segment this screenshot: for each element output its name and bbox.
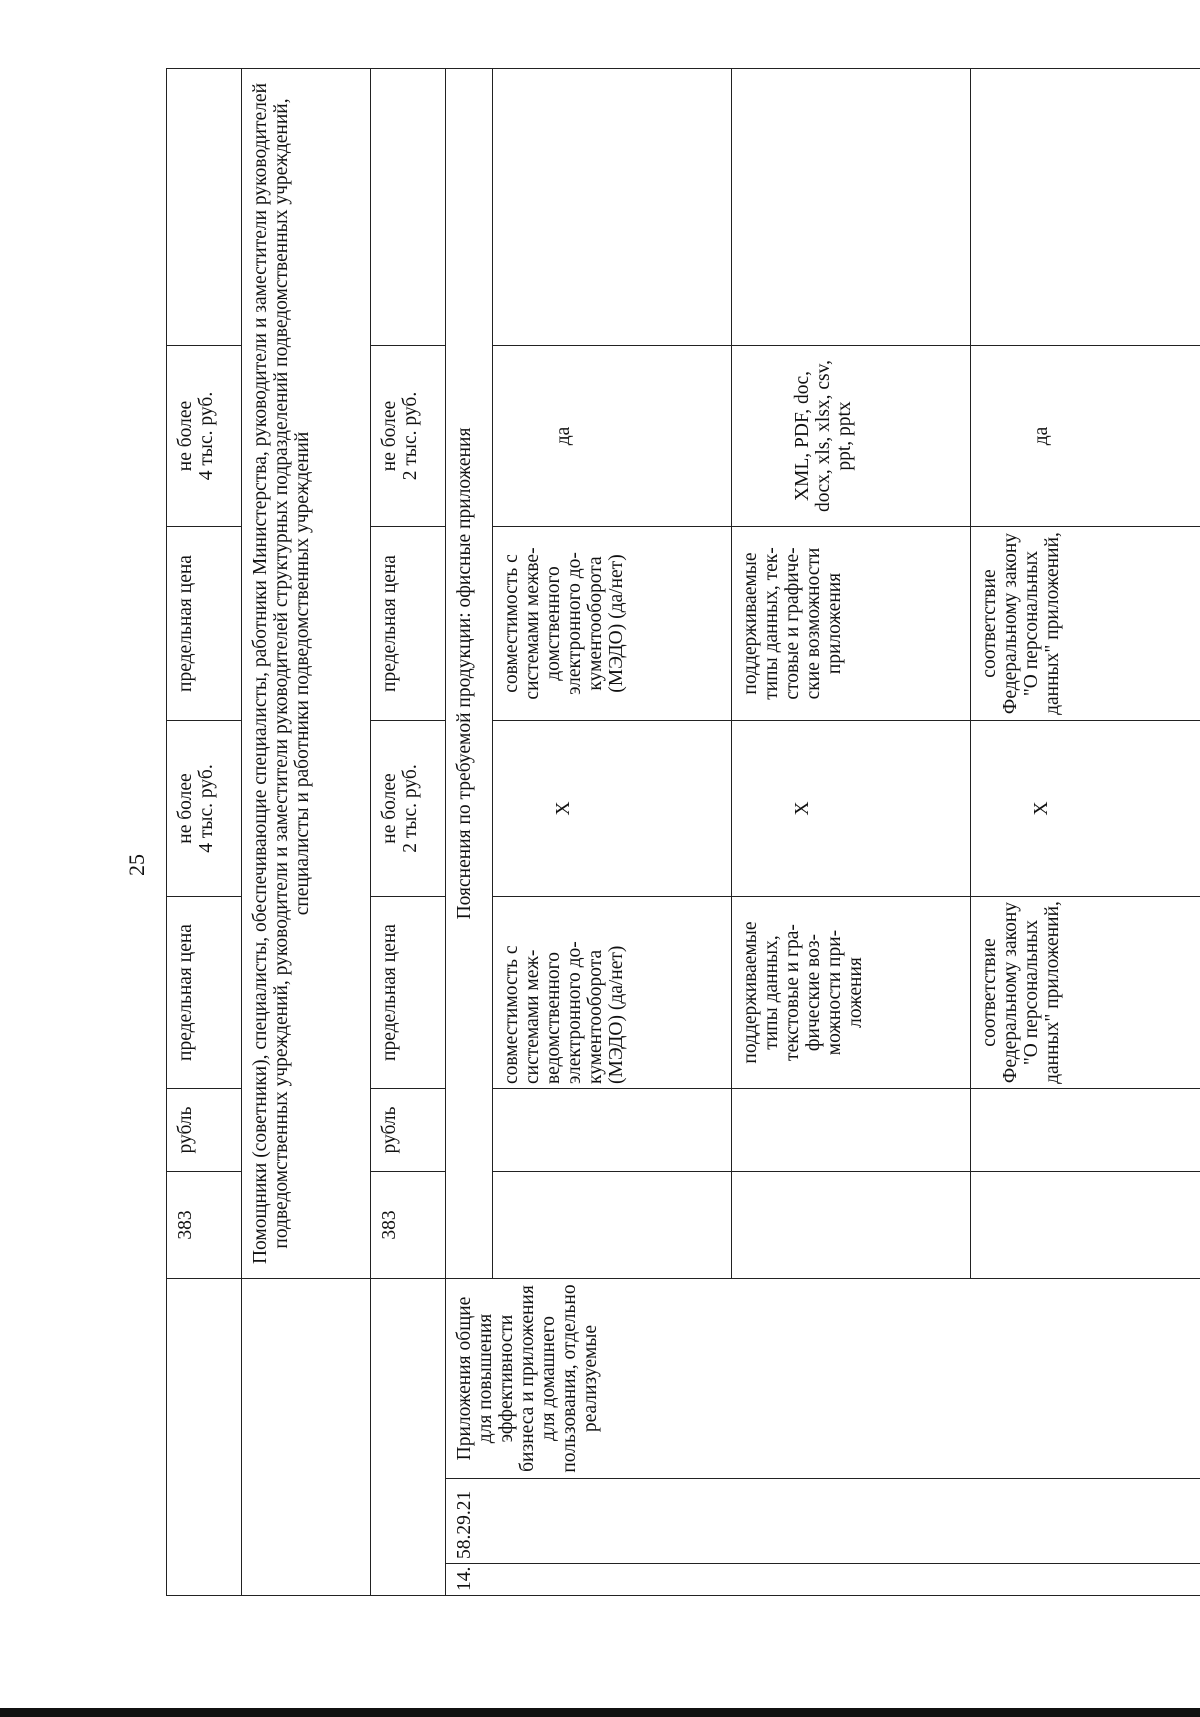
characteristic-name-cell: предельная цена xyxy=(167,897,242,1089)
subrow-value-cell: Х xyxy=(493,721,732,897)
rotated-table-container xyxy=(166,69,1089,1596)
subrow-name-cell: соответствие Федеральному закону "О персональных данных" приложений, xyxy=(971,897,1200,1089)
code-cell: 383 xyxy=(371,1172,446,1279)
okpd-code-cell: 58.29.21 xyxy=(446,1479,1200,1564)
empty-cell xyxy=(371,69,446,346)
characteristic-name-cell-2: предельная цена xyxy=(167,527,242,721)
empty-cell xyxy=(732,1089,971,1172)
empty-cell xyxy=(371,1279,446,1596)
subrow-name-cell: поддерживаемые типы данных, текстовые и гра-фические воз-можности при-ложения xyxy=(732,897,971,1089)
table-row-b xyxy=(371,69,446,1596)
category-text-cell: Помощники (советники), специалисты, обеспечивающие специалисты, работники Министерства, руководители и заместители руководителей подведомственных учреждений, руководители и заместители руководителей структурных подразделений подведомственных учреждений, специалисты и работники подведомственных учреждений xyxy=(242,69,371,1279)
unit-cell: рубль xyxy=(167,1089,242,1172)
item-name-cell: Приложения общие для повышения эффективности бизнеса и приложения для домашнего пользования, отдельно реализуемые xyxy=(446,1279,1200,1479)
empty-cell xyxy=(971,1172,1200,1279)
characteristic-name-cell: предельная цена xyxy=(371,897,446,1089)
subrow-name-cell-2: соответствие Федеральному закону "О персональных данных" приложений, xyxy=(971,527,1200,721)
characteristic-name-cell-2: предельная цена xyxy=(371,527,446,721)
characteristic-value-cell-2: не более 4 тыс. руб. xyxy=(167,346,242,527)
code-cell: 383 xyxy=(167,1172,242,1279)
page-number: 25 xyxy=(124,854,149,876)
characteristics-table xyxy=(166,68,1200,1596)
empty-cell xyxy=(493,1089,732,1172)
empty-cell xyxy=(732,69,971,346)
empty-cell xyxy=(493,1172,732,1279)
subrow-value-cell: Х xyxy=(971,721,1200,897)
table-row-item xyxy=(446,69,493,1596)
table-row-a xyxy=(167,69,242,1596)
empty-cell xyxy=(167,1279,242,1596)
subrow-value-cell-2: XML, PDF, doc, docx, xls, xlsx, csv, ppt, pptx xyxy=(732,346,971,527)
empty-cell xyxy=(493,69,732,346)
empty-cell xyxy=(732,1172,971,1279)
subrow-name-cell: совместимость с системами меж-ведомственного электронного до-кументооборота (МЭДО) (да/нет) xyxy=(493,897,732,1089)
explanation-cell: Пояснения по требуемой продукции: офисные приложения xyxy=(446,69,493,1279)
characteristic-value-cell: не более 2 тыс. руб. xyxy=(371,721,446,897)
characteristic-value-cell: не более 4 тыс. руб. xyxy=(167,721,242,897)
subrow-name-cell-2: совместимость с системами межве-домственного электронного до-кументооборота (МЭДО) (да/нет) xyxy=(493,527,732,721)
empty-cell xyxy=(167,69,242,346)
unit-cell: рубль xyxy=(371,1089,446,1172)
empty-cell xyxy=(971,1089,1200,1172)
characteristic-value-cell-2: не более 2 тыс. руб. xyxy=(371,346,446,527)
scan-edge-bar xyxy=(0,1708,1200,1717)
subrow-value-cell-2: да xyxy=(493,346,732,527)
subrow-value-cell: Х xyxy=(732,721,971,897)
empty-cell xyxy=(242,1279,371,1596)
table-row-category xyxy=(242,69,371,1596)
subrow-name-cell-2: поддерживаемые типы данных, тек-стовые и графиче-ские возможности приложения xyxy=(732,527,971,721)
empty-cell xyxy=(971,69,1200,346)
subrow-value-cell-2: да xyxy=(971,346,1200,527)
item-number-cell: 14. xyxy=(446,1564,1200,1596)
